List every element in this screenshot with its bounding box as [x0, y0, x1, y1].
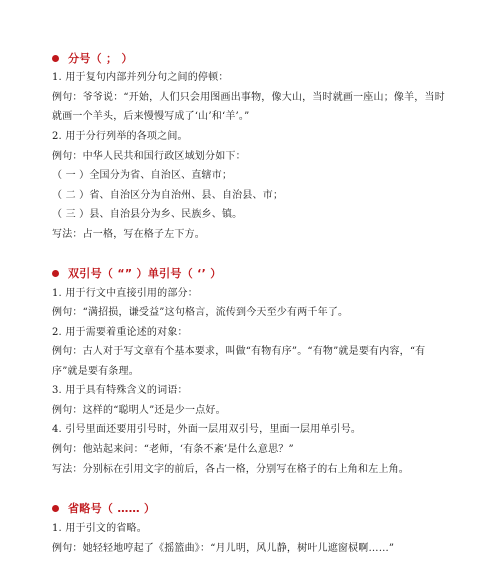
text-line: 3. 用于具有特殊含义的词语：: [52, 385, 188, 396]
section-heading-quotes: [52, 263, 222, 283]
text-line: 写法：分别标在引用文字的前后，各占一格，分别写在格子的右上角和左上角。: [52, 464, 409, 475]
text-line: 写法：占一格，写在格子左下方。: [52, 229, 205, 240]
red-bullet-icon: [52, 270, 59, 277]
text-line: 例句：他站起来问：“老师，‘有条不紊’是什么意思？”: [52, 444, 294, 455]
text-line: 例句：这样的“聪明人”还是少一点好。: [52, 405, 226, 416]
text-line: 2. 用于需要着重论述的对象：: [52, 327, 188, 338]
section-title: 双引号（ “” ）单引号（ ‘’ ）: [68, 267, 222, 280]
red-bullet-icon: [52, 505, 59, 512]
section-title: 省略号（ …… ）: [68, 502, 156, 515]
text-line: （ 一 ）全国分为省、自治区、直辖市；: [52, 170, 233, 181]
text-line: （ 二 ）省、自治区分为自治州、县、自治县、市；: [52, 190, 284, 201]
text-line: 就画一个羊头，后来慢慢写成了‘山’和‘羊’。”: [52, 111, 250, 122]
section-title: 分号（ ； ）: [68, 52, 133, 65]
section-heading-ellipsis: [52, 498, 155, 518]
text-line: 例句：爷爷说：“开始，人们只会用图画出事物，像大山，当时就画一座山；像羊，当时: [52, 92, 445, 103]
text-line: 序”就是要有条理。: [52, 366, 139, 377]
text-line: 4. 引号里面还要用引号时，外面一层用双引号，里面一层用单引号。: [52, 424, 362, 435]
text-line: 1. 用于行文中直接引用的部分：: [52, 288, 198, 299]
section-heading-semicolon: [52, 48, 133, 68]
red-bullet-icon: [52, 55, 59, 62]
text-line: 例句：中华人民共和国行政区域划分如下：: [52, 151, 246, 162]
text-line: （ 三 ）县、自治县分为乡、民族乡、镇。: [52, 209, 243, 220]
text-line: 例句：“满招损，谦受益”这句格言，流传到今天至少有两千年了。: [52, 307, 349, 318]
text-line: 1. 用于复句内部并列分句之间的停顿：: [52, 72, 229, 83]
text-line: 例句：她轻轻地哼起了《摇篮曲》：“月儿明，风儿静，树叶儿遮窗棂啊……”: [52, 543, 395, 554]
text-line: 1. 用于引文的省略。: [52, 523, 147, 534]
text-line: 例句：古人对于写文章有个基本要求，叫做“有物有序”。“有物”就是要有内容，“有: [52, 346, 426, 357]
text-line: 2. 用于分行列举的各项之间。: [52, 131, 188, 142]
